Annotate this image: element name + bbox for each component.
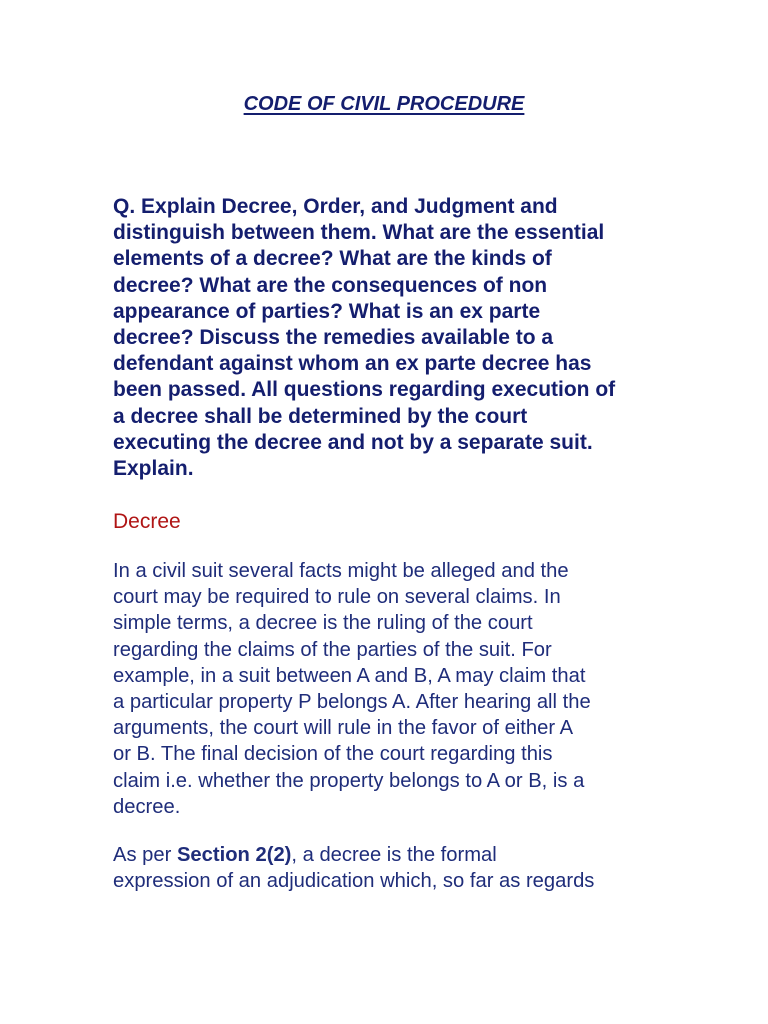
paragraph-line: In a civil suit several facts might be alleged and the (113, 560, 569, 582)
paragraph-line: simple terms, a decree is the ruling of the court (113, 612, 533, 635)
paragraph-line (113, 842, 673, 868)
question-line: defendant against whom an ex parte decree has (113, 352, 592, 376)
paragraph-line: arguments, the court will rule in the favor of either A (113, 717, 574, 740)
question-text (113, 194, 673, 482)
question-line: a decree shall be determined by the court (113, 404, 528, 428)
paragraph-section-2-2 (113, 842, 673, 894)
question-line: Explain. (113, 457, 194, 481)
paragraph-decree-definition (113, 558, 673, 820)
paragraph-prefix: As per (113, 844, 177, 866)
question-line: decree? Discuss the remedies available to a (113, 326, 554, 350)
paragraph-line: example, in a suit between A and B, A may claim that (113, 664, 586, 687)
paragraph-line: court may be required to rule on several claims. In (113, 586, 561, 609)
section-reference: Section 2(2) (176, 844, 292, 866)
paragraph-line: decree. (113, 795, 181, 818)
question-line: distinguish between them. What are the essential (113, 221, 605, 245)
question-line: Q. Explain Decree, Order, and Judgment and (113, 195, 558, 218)
paragraph-suffix: , a decree is the formal (291, 844, 497, 866)
question-line: elements of a decree? What are the kinds of (113, 247, 552, 271)
paragraph-line: regarding the claims of the parties of the suit. For (113, 638, 552, 661)
question-line: executing the decree and not by a separate suit. (113, 430, 593, 454)
question-line: decree? What are the consequences of non (113, 273, 548, 297)
question-line: appearance of parties? What is an ex parte (113, 299, 541, 323)
paragraph-line: a particular property P belongs A. After hearing all the (113, 691, 591, 714)
paragraph-line: expression of an adjudication which, so far as regards (113, 870, 595, 893)
question-line: been passed. All questions regarding execution of (113, 378, 616, 402)
section-heading-decree: Decree (113, 510, 181, 533)
paragraph-line: claim i.e. whether the property belongs to A or B, is a (113, 769, 585, 792)
paragraph-line: or B. The final decision of the court regarding this (113, 743, 553, 766)
document-title: CODE OF CIVIL PROCEDURE (243, 93, 525, 115)
